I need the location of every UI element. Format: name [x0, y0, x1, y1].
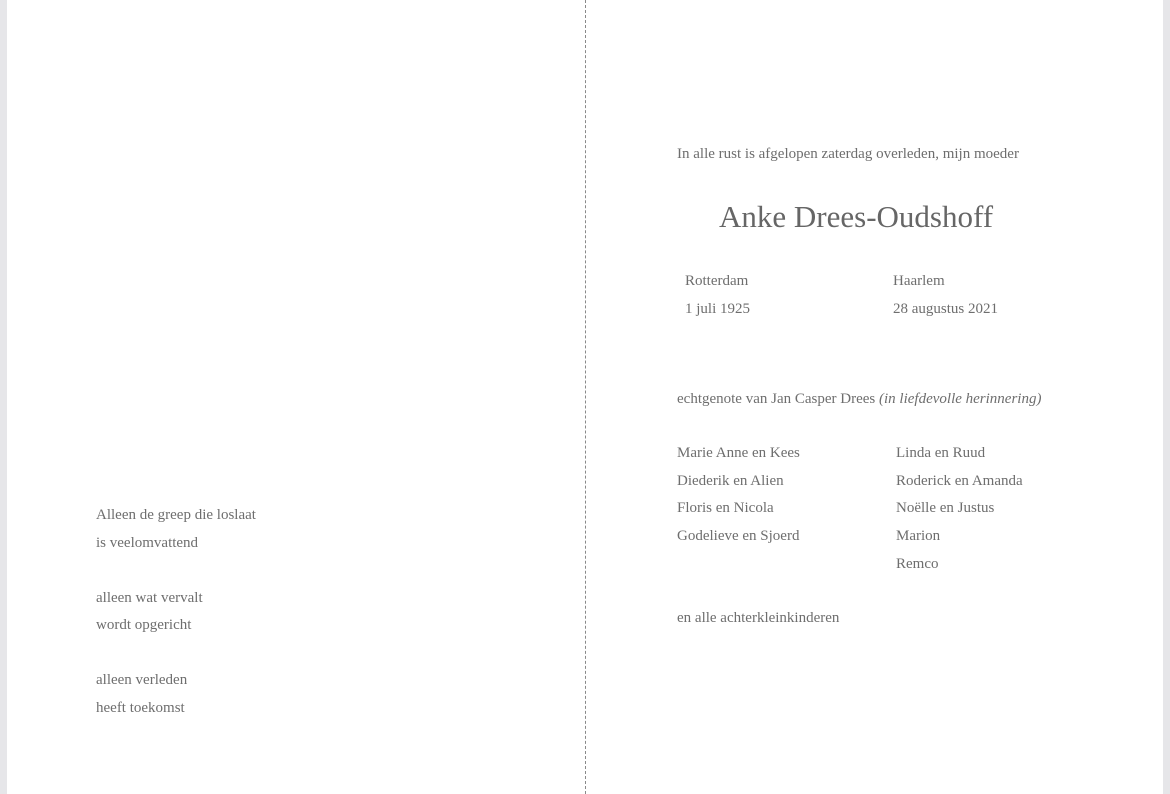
- family-member: Marie Anne en Kees: [677, 445, 800, 461]
- family-right: [896, 440, 1023, 578]
- poem-line: heeft toekomst: [96, 699, 185, 716]
- poem-line: alleen verleden: [96, 672, 188, 688]
- poem-line: is veelomvattend: [96, 534, 199, 551]
- death-info: [893, 268, 998, 323]
- birth-date: 1 juli 1925: [685, 300, 751, 317]
- spouse-note: (in liefdevolle herinnering): [879, 391, 1042, 407]
- birth-place: Rotterdam: [685, 273, 749, 289]
- poem-line: wordt opgericht: [96, 617, 192, 633]
- poem-stanza: [96, 502, 256, 557]
- family-member: Roderick en Amanda: [896, 472, 1023, 489]
- family-member: Godelieve en Sjoerd: [677, 528, 800, 545]
- family-member: Floris en Nicola: [677, 500, 774, 517]
- family-left: [677, 440, 800, 551]
- intro-text: In alle rust is afgelopen zaterdag overleden, mijn moeder: [677, 146, 1019, 162]
- family-member: Marion: [896, 528, 941, 545]
- birth-info: [685, 268, 750, 323]
- family-member: Linda en Ruud: [896, 445, 986, 461]
- poem: [96, 502, 256, 722]
- poem-line: alleen wat vervalt: [96, 589, 203, 606]
- spouse-line: [677, 391, 1041, 408]
- death-place: Haarlem: [893, 273, 945, 289]
- poem-line: Alleen de greep die loslaat: [96, 507, 256, 523]
- fold-line: [585, 0, 586, 794]
- deceased-name: Anke Drees-Oudshoff: [719, 199, 994, 234]
- family-member: Noëlle en Justus: [896, 500, 995, 517]
- death-date: 28 augustus 2021: [893, 300, 998, 317]
- family-member: Diederik en Alien: [677, 472, 784, 489]
- memorial-card: [7, 0, 1163, 794]
- grandchildren-line: en alle achterkleinkinderen: [677, 610, 840, 626]
- family-member: Remco: [896, 555, 939, 572]
- poem-stanza: [96, 585, 256, 640]
- spouse-text: echtgenote van Jan Casper Drees: [677, 391, 876, 407]
- poem-stanza: [96, 667, 256, 722]
